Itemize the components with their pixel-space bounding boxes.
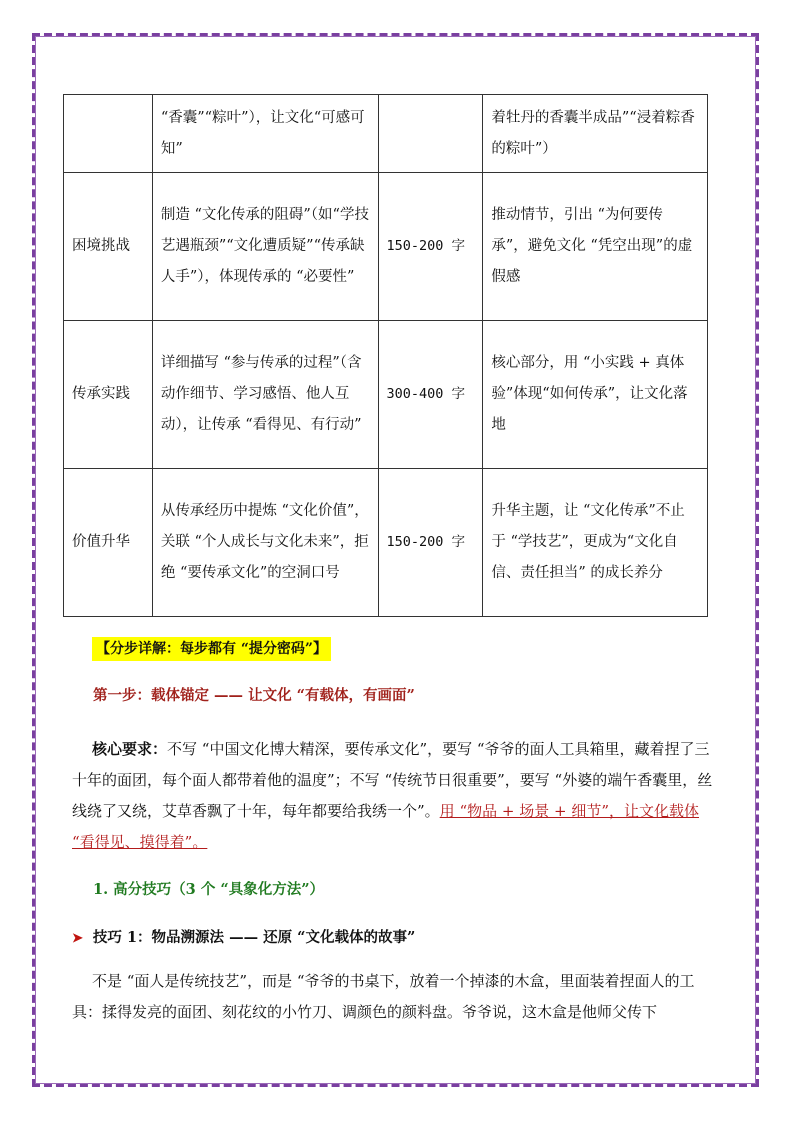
tip-title: 技巧 1：物品溯源法 —— 还原 “文化载体的故事” bbox=[92, 929, 416, 946]
section-heading: 1. 高分技巧（3 个 “具象化方法”） bbox=[93, 881, 325, 898]
table-row bbox=[64, 469, 708, 617]
word-count-cell bbox=[378, 95, 483, 173]
content-cell: 制造 “文化传承的阻碍”（如“学技艺遇瓶颈”“文化遭质疑”“传承缺人手”），体现传承的 “必要性” bbox=[152, 173, 378, 321]
content-cell: 详细描写 “参与传承的过程”（含动作细节、学习感悟、他人互动），让传承 “看得见、有行动” bbox=[152, 321, 378, 469]
word-count-cell: 300-400 字 bbox=[378, 321, 483, 469]
stage-cell: 困境挑战 bbox=[64, 173, 153, 321]
purpose-cell: 着牡丹的香囊半成品”“浸着粽香的粽叶”） bbox=[483, 95, 708, 173]
content-cell: 从传承经历中提炼 “文化价值”，关联 “个人成长与文化未来”，拒绝 “要传承文化”的空洞口号 bbox=[152, 469, 378, 617]
structure-table bbox=[63, 94, 708, 617]
core-lead: 核心要求： bbox=[92, 740, 168, 758]
word-count-cell: 150-200 字 bbox=[378, 173, 483, 321]
tip-heading bbox=[72, 926, 415, 947]
core-requirement-paragraph bbox=[72, 734, 724, 858]
stage-cell: 价值升华 bbox=[64, 469, 153, 617]
step1-heading: 第一步：载体锚定 —— 让文化 “有载体，有画面” bbox=[93, 687, 415, 704]
content-cell: “香囊”“粽叶”），让文化“可感可知” bbox=[152, 95, 378, 173]
stage-cell: 传承实践 bbox=[64, 321, 153, 469]
word-count-cell: 150-200 字 bbox=[378, 469, 483, 617]
body-paragraph: 不是 “面人是传统技艺”，而是 “爷爷的书桌下，放着一个掉漆的木盒，里面装着捏面人的工具：揉得发亮的面团、刻花纹的小竹刀、调颜色的颜料盘。爷爷说，这木盒是他师父传下 bbox=[72, 972, 695, 1021]
table-row bbox=[64, 173, 708, 321]
purpose-cell: 核心部分，用 “小实践 + 真体验”体现“如何传承”，让文化落地 bbox=[483, 321, 708, 469]
core-emphasis: 用 “物品 + 场景 + 细节”，让文化载体 “看得见、摸得着”。 bbox=[72, 802, 699, 851]
arrow-icon: ➤ bbox=[72, 931, 83, 946]
table-row bbox=[64, 321, 708, 469]
purpose-cell: 升华主题，让 “文化传承”不止于 “学技艺”，更成为“文化自信、责任担当” 的成长养分 bbox=[483, 469, 708, 617]
core-text: 不写 “中国文化博大精深，要传承文化”，要写 “爷爷的面人工具箱里，藏着捏了三十年的面团，每个面人都带着他的温度”；不写 “传统节日很重要”，要写 “外婆的端午香囊里，丝线绕了又绕，艾草香飘了十年，每年都要给我绣一个”。 bbox=[72, 740, 713, 820]
stage-cell bbox=[64, 95, 153, 173]
purpose-cell: 推动情节，引出 “为何要传承”，避免文化 “凭空出现”的虚假感 bbox=[483, 173, 708, 321]
highlight-heading: 【分步详解：每步都有 “提分密码”】 bbox=[92, 637, 331, 661]
table-row bbox=[64, 95, 708, 173]
